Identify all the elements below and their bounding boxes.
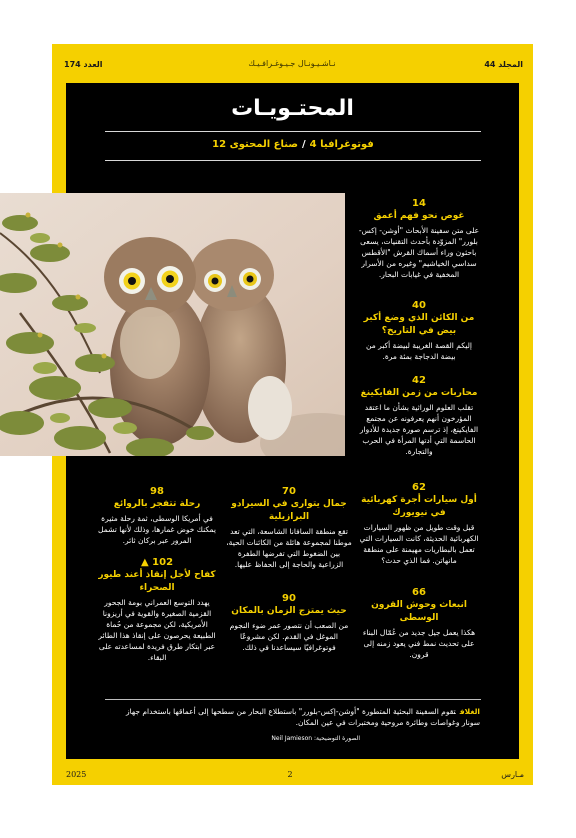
entry-text: يهدد التوسع العمراني بومة الجحور القزمية الصغيرة والقوية في أريزونا الأمريكية، لكن مجموعة من حُماة الطبيعة يحرصون على إنقاذ هذا الطائر عبر ابتكار طرق فريدة لمساعدته على البقاء. [98,598,216,662]
subheader [105,139,481,150]
credit-name: Neil Jamieson [271,735,313,742]
entry-title: جمال يتوارى في السيرادو البرازيلية [231,499,347,522]
entry-text: قبل وقت طويل من ظهور السيارات الكهربائية الحديثة، كانت السيارات التي تعمل بالبطاريات مهيمنة على منطقة مانهاتن. فما الذي حدث؟ [359,523,479,565]
list-item[interactable] [94,485,220,546]
footer-month: مـارس [501,770,524,779]
page-number: 62 [412,482,426,493]
page-number: 40 [412,300,426,311]
page-number: 70 [282,486,296,497]
footer-page-number: 2 [287,770,293,779]
list-item[interactable] [358,374,480,457]
entry-title: محاربات من زمن الفايكينغ [360,388,478,398]
entry-title: انبعاث وحوش القرون الوسطى [371,600,467,623]
page-number-value: 102 [152,557,174,568]
page-title: المحتـويـات [231,96,354,121]
credit-label: الصورة التوضيحية: [314,735,360,742]
entry-title: غوص نحو فهم أعمق [373,211,465,221]
page-number [94,556,220,569]
subheader-contributors[interactable]: صناع المحتوى 12 [212,139,298,150]
divider [105,131,481,132]
page-header [52,44,533,83]
entry-title: حيث يمتزج الزمان بالمكان [231,606,347,616]
entry-title: أول سيارات أجرة كهربائية في نيويورك [361,495,477,518]
volume-label: المجلد 44 [484,60,523,69]
entry-text: تقلب العلوم الوراثية بشأن ما اعتقد المؤرخون أنهم يعرفونه عن مجتمع الفايكينغ، إذ ترسم صورة جديدة للأدوار الحاسمة التي أدتها المرأة في الحرب والتجارة. [359,403,479,456]
page-number: 14 [412,198,426,209]
subheader-photography[interactable]: فوتوغرافيا 4 [309,139,374,150]
subheader-separator: / [302,139,306,150]
entry-text: من الصعب أن نتصور عمر ضوء النجوم الموغل في القدم. لكن مشروعًا فوتوغرافيًا سيساعدنا في ذلك. [229,621,349,652]
owls-photo [0,193,345,456]
divider [105,160,481,161]
issue-label: العدد 174 [64,60,103,69]
cover-label: الغلاف [459,707,480,716]
entry-text: إليكم القصة الغريبة لبيضة أكبر من بيضة الدجاجة بمئة مرة. [366,341,472,361]
entry-title: من الكائن الذي وضع أكبر بيض في التاريخ؟ [363,313,475,336]
list-item[interactable] [358,299,480,362]
cover-text: تقوم السفينة البحثية المتطورة "أوشن-إكس-بلورر" باستطلاع البحار من سطحها إلى أعماقها باستخدام جهاز سونار وغواصات وطائرة مروحية ومختبرات في عين المكان. [125,707,480,727]
page-number: 66 [412,587,426,598]
footer-year: 2025 [66,770,87,779]
triangle-icon: ▲ [140,557,149,568]
list-item[interactable] [358,197,480,280]
cover-caption [120,706,480,728]
brand-name: نـاشـيـونـال جـيـوغـرافـيـك [248,59,336,68]
divider [105,699,481,700]
page-number: 42 [412,375,426,386]
list-item[interactable] [226,592,352,653]
entry-title: رحلة تتفجر بالروائع [113,499,201,509]
page-number: 98 [150,486,164,497]
entry-title: كفاح لأجل إنقاذ أعند طيور الصحراء [98,570,216,593]
cover-credit [120,733,360,744]
list-item[interactable] [226,485,352,570]
entry-text: على متن سفينة الأبحاث "أوشن- إكس-بلورر" المزوّدة بأحدث التقنيات، يسعى باحثون وراء أسماك القرش "الأقطس سداسي الخياشيم" وغيره من الأسرار المخفية في غيابات البحار. [358,226,480,279]
list-item[interactable] [358,481,480,566]
entry-text: في أمريكا الوسطى، ثمة رحلة مثيرة يمكنك خوض غمارها، وذلك لأنها تشمل المرور عبر بركان ثائر. [98,514,216,545]
entry-text: هكذا يعمل جيل جديد من عُمّال البناء على تحديث نمط فني يعود زمنه إلى قرون. [362,628,476,659]
list-item[interactable] [358,586,480,660]
list-item[interactable] [94,556,220,663]
page-number: 90 [282,593,296,604]
entry-text: تقع منطقة السافانا الشاسعة، التي تعد موطنا لمجموعة هائلة من الكائنات الحية، بين الضغوط التي تفرضها الطفرة الزراعية والحاجة إلى الحفاظ عليها. [226,527,352,569]
